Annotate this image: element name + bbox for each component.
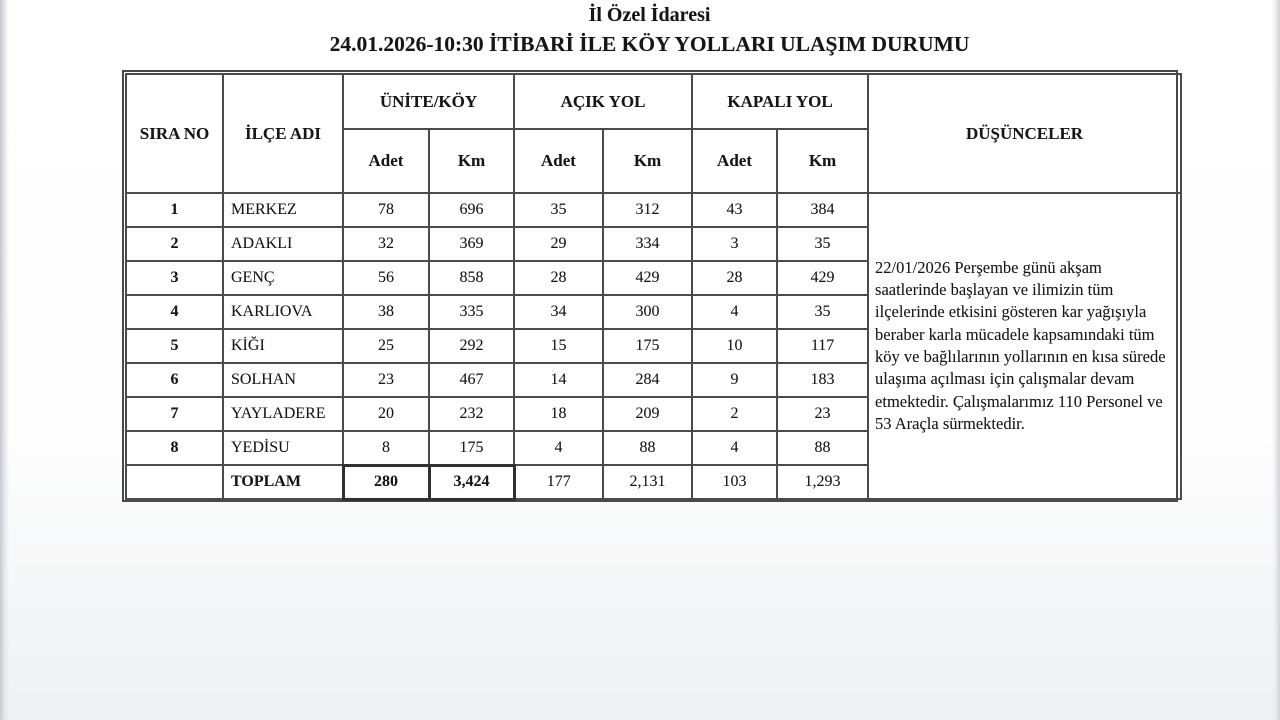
cell-acik-adet: 35 xyxy=(514,193,603,227)
cell-unite-adet: 8 xyxy=(343,431,429,465)
cell-sira-no: 8 xyxy=(126,431,223,465)
cell-sira-no: 4 xyxy=(126,295,223,329)
cell-unite-km: 335 xyxy=(429,295,514,329)
cell-kapali-km: 35 xyxy=(777,295,868,329)
cell-kapali-adet: 9 xyxy=(692,363,777,397)
cell-kapali-adet: 28 xyxy=(692,261,777,295)
cell-kapali-adet: 3 xyxy=(692,227,777,261)
cell-kapali-adet: 43 xyxy=(692,193,777,227)
cell-unite-adet: 32 xyxy=(343,227,429,261)
page-edge-shadow-left xyxy=(0,0,9,720)
subcol-header-acik-km: Km xyxy=(603,129,692,193)
cell-total-unite-adet: 280 xyxy=(343,465,429,499)
cell-unite-km: 232 xyxy=(429,397,514,431)
road-status-grid xyxy=(125,73,1182,501)
document-subtitle: 24.01.2026-10:30 İTİBARİ İLE KÖY YOLLARI ULAŞIM DURUMU xyxy=(329,32,970,56)
cell-acik-km: 429 xyxy=(603,261,692,295)
cell-sira-no: 1 xyxy=(126,193,223,227)
road-status-table xyxy=(122,70,1178,502)
header-row-groups xyxy=(126,74,1181,129)
cell-sira-no-empty xyxy=(126,465,223,499)
cell-ilce-adi: KARLIOVA xyxy=(223,295,343,329)
cell-unite-km: 292 xyxy=(429,329,514,363)
cell-kapali-km: 88 xyxy=(777,431,868,465)
col-header-acik-yol: AÇIK YOL xyxy=(514,74,692,129)
cell-unite-km: 858 xyxy=(429,261,514,295)
col-header-dusunceler: DÜŞÜNCELER xyxy=(868,74,1181,193)
cell-acik-km: 209 xyxy=(603,397,692,431)
cell-acik-km: 334 xyxy=(603,227,692,261)
cell-sira-no: 7 xyxy=(126,397,223,431)
cell-unite-km: 369 xyxy=(429,227,514,261)
cell-acik-adet: 34 xyxy=(514,295,603,329)
cell-unite-adet: 78 xyxy=(343,193,429,227)
cell-sira-no: 6 xyxy=(126,363,223,397)
cell-total-unite-km: 3,424 xyxy=(429,465,514,499)
cell-ilce-adi: KİĞI xyxy=(223,329,343,363)
cell-acik-km: 284 xyxy=(603,363,692,397)
cell-acik-km: 312 xyxy=(603,193,692,227)
cell-ilce-adi: SOLHAN xyxy=(223,363,343,397)
cell-acik-adet: 14 xyxy=(514,363,603,397)
cell-kapali-adet: 2 xyxy=(692,397,777,431)
col-header-kapali-yol: KAPALI YOL xyxy=(692,74,868,129)
cell-sira-no: 5 xyxy=(126,329,223,363)
cell-unite-adet: 20 xyxy=(343,397,429,431)
cell-kapali-adet: 10 xyxy=(692,329,777,363)
cell-kapali-adet: 4 xyxy=(692,295,777,329)
cell-total-kapali-km: 1,293 xyxy=(777,465,868,499)
cell-kapali-km: 117 xyxy=(777,329,868,363)
cell-kapali-km: 23 xyxy=(777,397,868,431)
cell-total-acik-km: 2,131 xyxy=(603,465,692,499)
cell-sira-no: 3 xyxy=(126,261,223,295)
col-header-unite-koy: ÜNİTE/KÖY xyxy=(343,74,514,129)
cell-unite-km: 467 xyxy=(429,363,514,397)
notes-cell: 22/01/2026 Perşembe günü akşam saatlerinde başlayan ve ilimizin tüm ilçelerinde etkisini gösteren kar yağışıyla beraber karla mücadele kapsamındaki tüm köy ve bağlılarının yollarının en kısa sürede ulaşıma açılması için çalışmalar devam etmektedir. Çalışmalarımız 110 Personel ve 53 Araçla sürmektedir. xyxy=(868,193,1181,499)
cell-acik-adet: 18 xyxy=(514,397,603,431)
cell-acik-km: 175 xyxy=(603,329,692,363)
cell-kapali-km: 429 xyxy=(777,261,868,295)
cell-kapali-km: 35 xyxy=(777,227,868,261)
cell-total-acik-adet: 177 xyxy=(514,465,603,499)
cell-ilce-adi: GENÇ xyxy=(223,261,343,295)
subcol-header-acik-adet: Adet xyxy=(514,129,603,193)
cell-acik-adet: 4 xyxy=(514,431,603,465)
cell-acik-km: 88 xyxy=(603,431,692,465)
cell-ilce-adi: YAYLADERE xyxy=(223,397,343,431)
cell-acik-km: 300 xyxy=(603,295,692,329)
cell-unite-km: 696 xyxy=(429,193,514,227)
cell-unite-km: 175 xyxy=(429,431,514,465)
col-header-ilce-adi: İLÇE ADI xyxy=(223,74,343,193)
cell-kapali-km: 384 xyxy=(777,193,868,227)
cell-total-label: TOPLAM xyxy=(223,465,343,499)
cell-ilce-adi: MERKEZ xyxy=(223,193,343,227)
cell-acik-adet: 15 xyxy=(514,329,603,363)
cell-ilce-adi: ADAKLI xyxy=(223,227,343,261)
cell-kapali-adet: 4 xyxy=(692,431,777,465)
col-header-sira-no: SIRA NO xyxy=(126,74,223,193)
cell-unite-adet: 38 xyxy=(343,295,429,329)
page-edge-shadow-right xyxy=(1272,0,1280,720)
subcol-header-unite-km: Km xyxy=(429,129,514,193)
subcol-header-kapali-adet: Adet xyxy=(692,129,777,193)
cell-sira-no: 2 xyxy=(126,227,223,261)
cell-unite-adet: 56 xyxy=(343,261,429,295)
subcol-header-kapali-km: Km xyxy=(777,129,868,193)
cell-unite-adet: 25 xyxy=(343,329,429,363)
cell-kapali-km: 183 xyxy=(777,363,868,397)
cell-acik-adet: 29 xyxy=(514,227,603,261)
subcol-header-unite-adet: Adet xyxy=(343,129,429,193)
cell-unite-adet: 23 xyxy=(343,363,429,397)
document-title: İl Özel İdaresi xyxy=(588,4,711,26)
cell-ilce-adi: YEDİSU xyxy=(223,431,343,465)
table-row xyxy=(126,193,1181,227)
cell-acik-adet: 28 xyxy=(514,261,603,295)
cell-total-kapali-adet: 103 xyxy=(692,465,777,499)
